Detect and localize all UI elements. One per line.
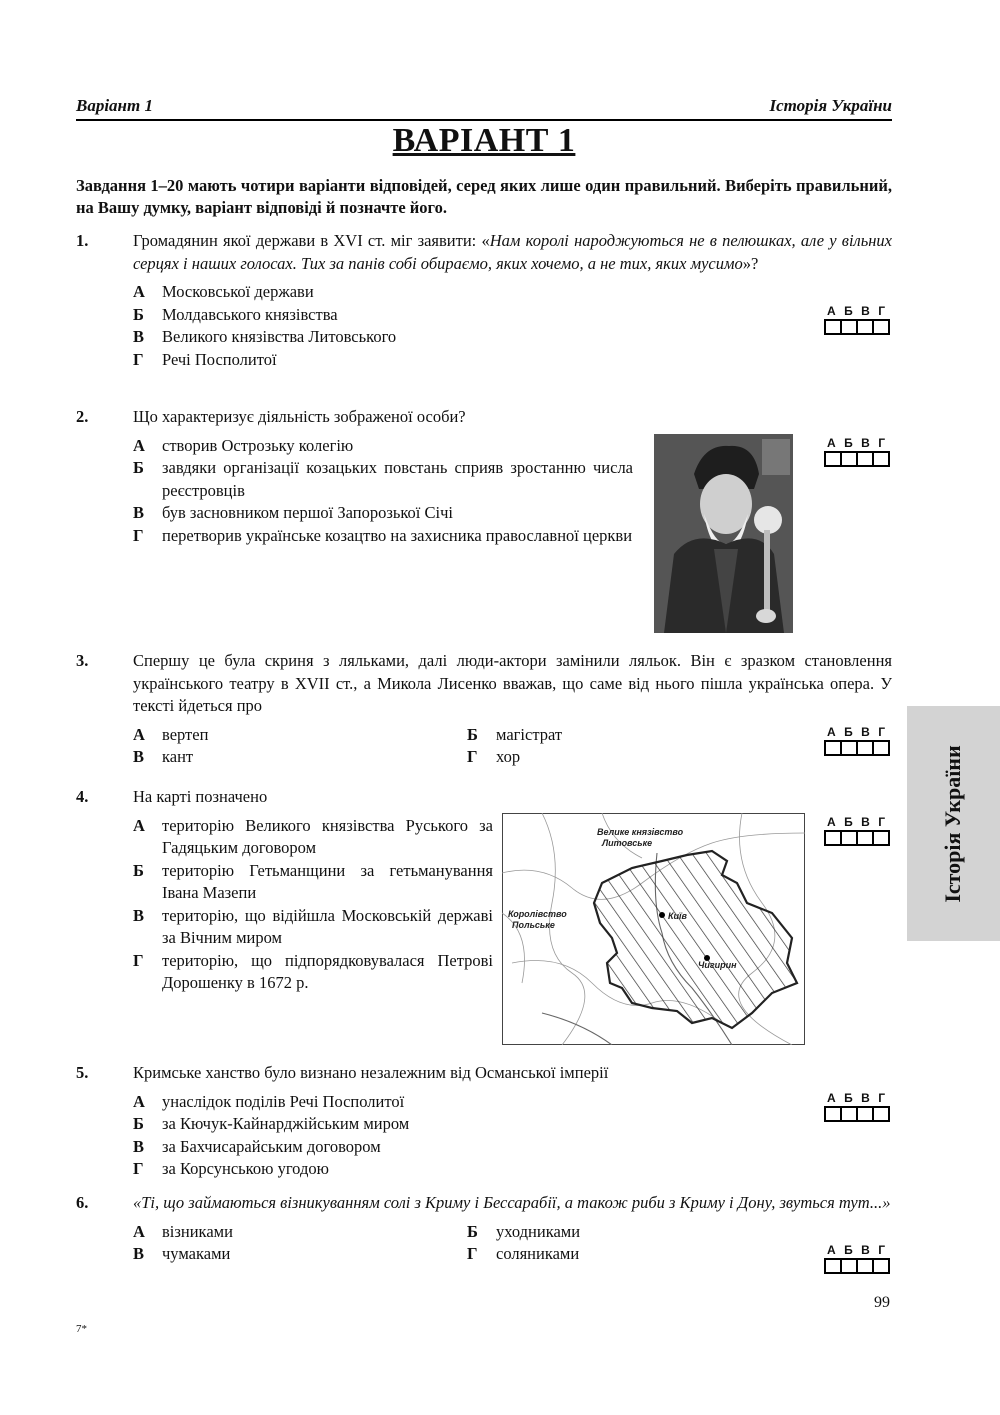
option-a[interactable]: А територію Великого князівства Руського за Гадяцьким договором bbox=[133, 815, 493, 857]
option-b[interactable]: Б уходниками bbox=[467, 1221, 581, 1241]
page-title: ВАРІАНТ 1 bbox=[392, 122, 576, 159]
question-number: 4. bbox=[76, 787, 89, 806]
option-g[interactable]: Г перетворив українське козацтво на захисника православної церкви bbox=[133, 525, 633, 545]
answer-box-2[interactable]: А Б В Г bbox=[824, 437, 888, 467]
option-g[interactable]: Г територію, що підпорядковувалася Петрові Дорошенку в 1672 р. bbox=[133, 950, 493, 992]
options-list bbox=[133, 724, 892, 769]
instructions: Завдання 1–20 мають чотири варіанти відповідей, серед яких лише один правильний. Виберіть правильний, на Вашу думку, варіант відповіді й позначте його. bbox=[76, 176, 892, 217]
option-b[interactable]: Б Молдавського князівства bbox=[133, 304, 338, 324]
page-number: 99 bbox=[874, 1294, 890, 1311]
map-label-lithuania-1: Велике князівство bbox=[597, 827, 684, 837]
answer-box-6[interactable]: А Б В Г bbox=[824, 1244, 888, 1274]
question-text: Спершу це була скриня з ляльками, далі люди-актори замінили ляльок. Він є зразком становлення українського театру в XVII ст., а Микола Лисенко вважав, що саме від нього пішла українська опера. У тексті йдеться про bbox=[133, 651, 892, 715]
answer-box-1[interactable]: А Б В Г bbox=[824, 305, 888, 335]
option-g[interactable]: Г Речі Посполитої bbox=[133, 349, 277, 369]
question-text: «Ті, що займаються візникуванням солі з Криму і Бессарабії, а також риби з Криму і Дону, звуться тут...» bbox=[133, 1193, 891, 1212]
option-a[interactable]: А унаслідок поділів Речі Посполитої bbox=[133, 1091, 405, 1111]
historical-map-image bbox=[502, 813, 805, 1045]
options-list bbox=[133, 815, 493, 995]
option-a[interactable]: А візниками bbox=[133, 1221, 233, 1241]
map-label-poland-2: Польське bbox=[512, 920, 555, 930]
option-v[interactable]: В був засновником першої Запорозької Січі bbox=[133, 503, 453, 522]
question-number: 5. bbox=[76, 1063, 89, 1082]
question-text: Громадянин якої держави в XVI ст. міг заявити: «Нам королі народжуються не в пелюшках, але у вільних серцях і наших голосах. Тих за панів собі обираємо, яких хочемо, а не тих, яких мусимо»? bbox=[133, 231, 893, 273]
answer-box-3[interactable]: А Б В Г bbox=[824, 726, 888, 756]
option-v[interactable]: В Великого князівства Литовського bbox=[133, 327, 397, 346]
option-b[interactable]: Б магістрат bbox=[467, 724, 563, 744]
option-a[interactable]: А вертеп bbox=[133, 724, 209, 744]
answer-cell-g[interactable] bbox=[872, 1106, 890, 1122]
map-label-lithuania-2: Литовське bbox=[602, 838, 653, 848]
answer-cell-g[interactable] bbox=[872, 830, 890, 846]
answer-cell-g[interactable] bbox=[872, 451, 890, 467]
options-list bbox=[133, 1091, 892, 1181]
subject-side-tab bbox=[907, 706, 1000, 941]
header-variant: Варіант 1 bbox=[76, 96, 153, 115]
option-v[interactable]: В територію, що відійшла Московській державі за Вічним миром bbox=[133, 905, 493, 947]
option-a[interactable]: А Московської держави bbox=[133, 282, 314, 301]
option-b[interactable]: Б завдяки організації козацьких повстань сприяв зростанню числа реєстровців bbox=[133, 458, 633, 500]
option-g[interactable]: Г за Корсунською угодою bbox=[133, 1159, 329, 1178]
option-g[interactable]: Г соляниками bbox=[467, 1244, 580, 1263]
answer-cell-g[interactable] bbox=[872, 1258, 890, 1274]
question-text: Кримське ханство було визнано незалежним від Османської імперії bbox=[133, 1063, 609, 1082]
question-text: На карті позначено bbox=[133, 787, 268, 806]
option-a[interactable]: А створив Острозьку колегію bbox=[133, 435, 354, 455]
question-3 bbox=[76, 650, 892, 769]
hetman-portrait-image bbox=[654, 434, 793, 633]
question-5 bbox=[76, 1062, 892, 1181]
answer-box-5[interactable]: А Б В Г bbox=[824, 1092, 888, 1122]
question-number: 3. bbox=[76, 651, 89, 670]
answer-box-4[interactable]: А Б В Г bbox=[824, 816, 888, 846]
options-list bbox=[133, 435, 633, 548]
question-1 bbox=[76, 230, 892, 371]
footer-signature-mark: 7* bbox=[76, 1323, 87, 1335]
question-text: Що характеризує діяльність зображеної особи? bbox=[133, 407, 466, 426]
question-number: 1. bbox=[76, 231, 89, 250]
question-number: 6. bbox=[76, 1193, 89, 1212]
question-number: 2. bbox=[76, 407, 89, 426]
answer-cell-g[interactable] bbox=[872, 319, 890, 335]
options-list bbox=[133, 281, 892, 371]
side-tab-label: Історія України bbox=[940, 745, 965, 903]
map-label-kyiv: Київ bbox=[668, 911, 687, 921]
options-list bbox=[133, 1221, 892, 1266]
header-subject: Історія України bbox=[769, 96, 892, 115]
option-v[interactable]: В кант bbox=[133, 747, 194, 766]
option-v[interactable]: В чумаками bbox=[133, 1244, 231, 1263]
answer-cell-g[interactable] bbox=[872, 740, 890, 756]
option-g[interactable]: Г хор bbox=[467, 747, 521, 766]
map-label-poland-1: Королівство bbox=[508, 909, 567, 919]
option-v[interactable]: В за Бахчисарайським договором bbox=[133, 1136, 381, 1156]
option-b[interactable]: Б територію Гетьманщини за гетьманування Івана Мазепи bbox=[133, 860, 493, 902]
question-6 bbox=[76, 1192, 892, 1266]
header-rule bbox=[76, 119, 892, 121]
map-label-chyhyryn: Чигирин bbox=[698, 960, 737, 970]
option-b[interactable]: Б за Кючук-Кайнарджійським миром bbox=[133, 1114, 410, 1133]
